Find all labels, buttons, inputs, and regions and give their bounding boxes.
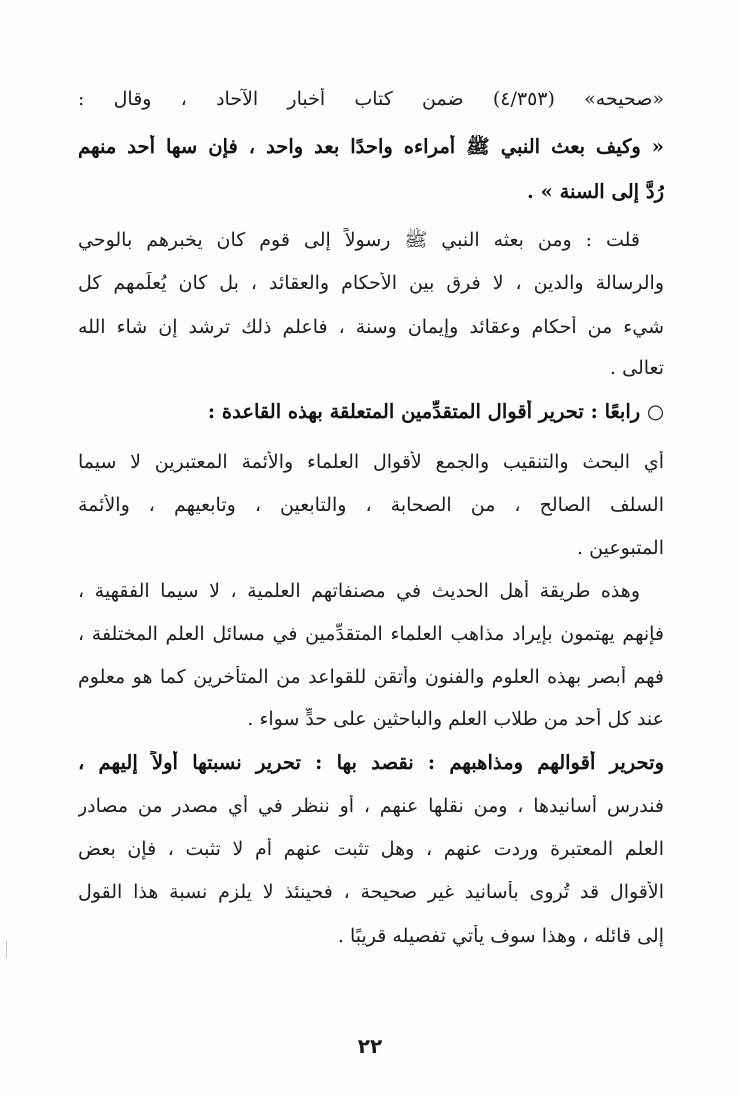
text-line-14: فهم أبصر بهذه العلوم والفنون وأتقن للقواعد من المتأخرين كما هو معلوم [78, 666, 664, 688]
page-number: ٢٢ [357, 1034, 383, 1058]
text-line-13: فإنهم يهتمون بإيراد مذاهب العلماء المتقدِّمين في مسائل العلم المختلفة ، [78, 623, 664, 645]
quote-line-1: « وكيف بعث النبي ﷺ أمراءه واحدًا بعد واحد ، فإن سها أحد منهم [78, 135, 664, 158]
text-line-18: العلم المعتبرة وردت عنهم ، وهل تثبت عنهم أم لا تثبت ، فإن بعض [78, 838, 664, 860]
text-line-17: فندرس أسانيدها ، ومن نقلها عنهم ، أو ننظر في أي مصدر من مصادر [78, 795, 664, 817]
text-line-19: الأقوال قد تُروى بأسانيد غير صحيحة ، فحينئذ لا يلزم نسبة هذا القول [78, 881, 664, 903]
subheading-line: وتحرير أقوالهم ومذاهبهم : نقصد بها : تحرير نسبتها أولاً إليهم ، [78, 751, 664, 774]
text-line-7: تعالى . [610, 357, 664, 379]
text-line-20: إلى قائله ، وهذا سوف يأتي تفصيله قريبًا . [337, 925, 664, 947]
text-line-10: السلف الصالح ، من الصحابة ، والتابعين ، وتابعيهم ، والأئمة [78, 494, 664, 516]
text-line-6: شيء من أحكام وعقائد وإيمان وسنة ، فاعلم ذلك ترشد إن شاء الله [78, 316, 664, 338]
scan-edge-mark [6, 940, 7, 958]
text-line-9: أي البحث والتنقيب والجمع لأقوال العلماء والأئمة المعتبرين لا سيما [78, 451, 664, 473]
text-line-11: المتبوعين . [577, 537, 664, 559]
section-heading: ○ رابعًا : تحرير أقوال المتقدِّمين المتعلقة بهذه القاعدة : [207, 400, 664, 423]
quote-line-2: رُدَّ إلى السنة » . [527, 180, 664, 203]
text-line-1: «صحيحه» (٤/٣٥٣) ضمن كتاب أخبار الآحاد ، وقال : [78, 88, 664, 110]
text-line-4: قلت : ومن بعثه النبي ﷺ رسولاً إلى قوم كان يخبرهم بالوحي [78, 229, 640, 251]
text-line-15: عند كل أحد من طلاب العلم والباحثين على حدٍّ سواء . [247, 708, 664, 730]
text-line-5: والرسالة والدين ، لا فرق بين الأحكام والعقائد ، بل كان يُعلِّمهم كل [78, 272, 664, 294]
text-line-12: وهذه طريقة أهل الحديث في مصنفاتهم العلمية ، لا سيما الفقهية ، [78, 580, 640, 602]
